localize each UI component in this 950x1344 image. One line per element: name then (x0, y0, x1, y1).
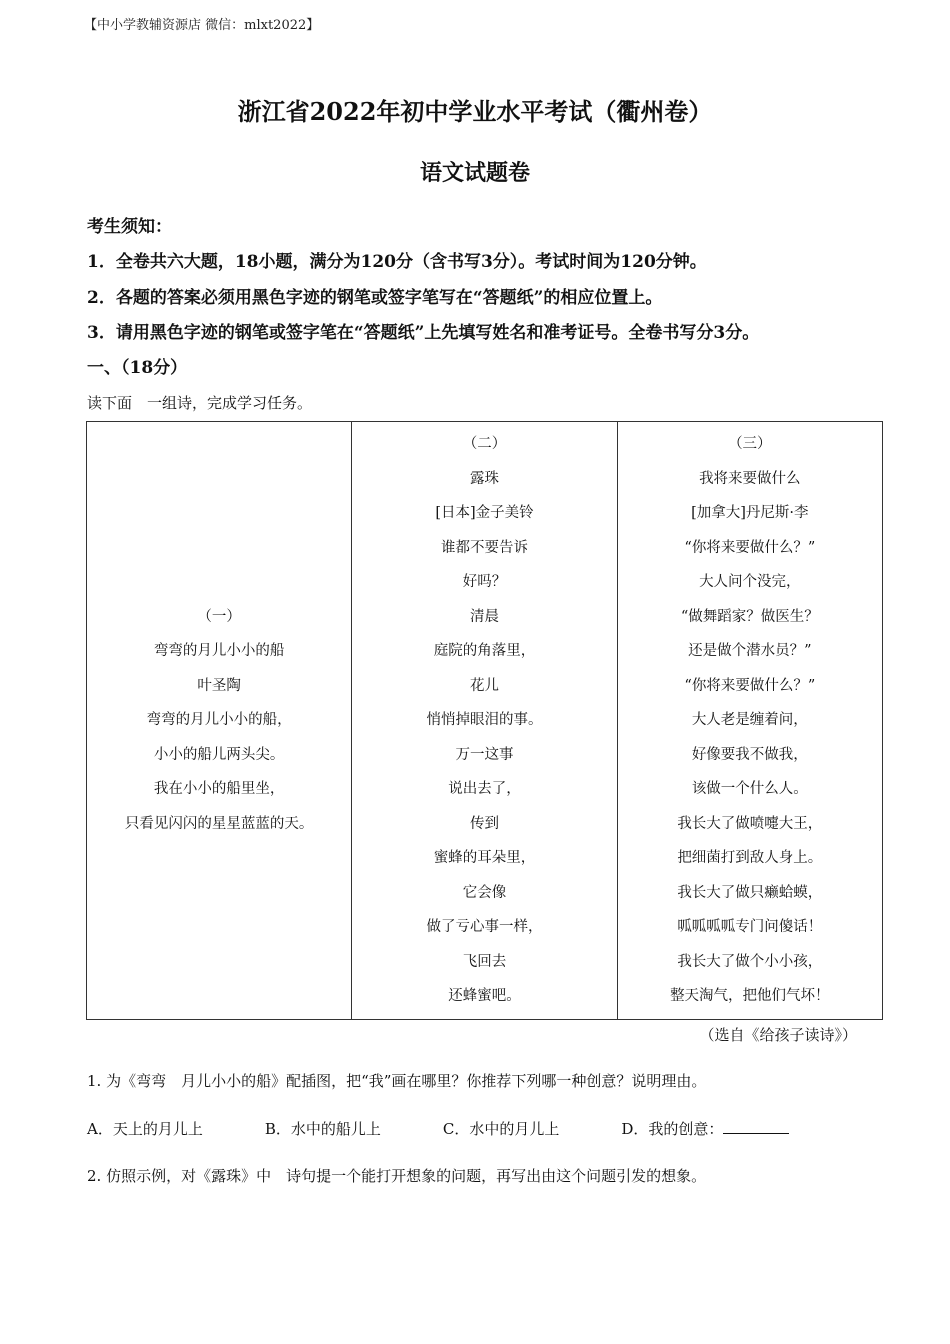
poem-line: 整天淘气，把他们气坏！ (670, 988, 830, 1005)
option-d-wrapper (621, 1118, 789, 1139)
poem-column-1 (87, 422, 352, 1019)
poem-line: 该做一个什么人。 (691, 781, 808, 798)
poem-line: 叶圣陶 (197, 677, 241, 694)
poem-line: 好吗？ (462, 574, 507, 591)
poem-line: 花儿 (469, 677, 499, 694)
poem-line: 谁都不要告诉 (440, 539, 528, 556)
poem-line: 只看见闪闪的星星蓝蓝的天。 (124, 815, 314, 832)
poem-table (86, 421, 883, 1020)
poem-line: 大人问个没完， (699, 574, 801, 591)
poem-line: “你将来要做什么？” (684, 677, 816, 694)
answer-options (87, 1118, 851, 1139)
poem-line: 飞回去 (462, 953, 507, 970)
poem-line: 做了亏心事一样， (426, 919, 543, 936)
notice-item: 1．全卷共六大题，18小题，满分为120分（含书写3分）。考试时间为120分钟。 (87, 252, 707, 272)
poem-line: 还蜂蜜吧。 (448, 988, 521, 1005)
poem-line: （二） (462, 436, 507, 453)
notice-heading: 考生须知： (87, 217, 172, 237)
poem-line: 我将来要做什么 (699, 470, 801, 487)
option-b: B．水中的船儿上 (264, 1120, 381, 1138)
poem-line: 小小的船儿两头尖。 (153, 746, 285, 763)
question-1: 1. 为《弯弯 月儿小小的船》配插图，把“我”画在哪里？你推荐下列哪一种创意？说明理由。 (87, 1072, 707, 1090)
poem-line: 万一这事 (455, 746, 514, 763)
poem-column-2 (352, 422, 617, 1019)
poem-line: 呱呱呱呱专门问傻话！ (677, 919, 823, 936)
poem-line: 好像要我不做我， (691, 746, 808, 763)
poem-line: 蜜蜂的耳朵里， (433, 850, 536, 867)
poem-source: （选自《给孩子读诗》） (699, 1026, 857, 1044)
poem-line: 说出去了， (448, 781, 521, 798)
poem-line: 弯弯的月儿小小的船 (153, 643, 285, 660)
poem-column-3 (618, 422, 882, 1019)
poem-line: “做舞蹈家？做医生？ (680, 608, 819, 625)
poem-line: 我长大了做喷嚏大王， (677, 815, 823, 832)
poem-line: 大人老是缠着问， (691, 712, 808, 729)
section-heading: 一、（18分） (87, 358, 188, 378)
poem-line: [日本]金子美铃 (435, 505, 534, 522)
poem-line: （一） (197, 608, 241, 625)
poem-line: （三） (728, 436, 772, 453)
notice-item: 2．各题的答案必须用黑色字迹的钢笔或签字笔写在“答题纸”的相应位置上。 (87, 288, 663, 308)
reading-instruction: 读下面 一组诗，完成学习任务。 (87, 394, 313, 412)
poem-line: 把细菌打到敌人身上。 (677, 850, 823, 867)
poem-line: 我在小小的船里坐， (153, 781, 285, 798)
option-c: C．水中的月儿上 (442, 1120, 560, 1138)
exam-title: 浙江省2022年初中学业水平考试（衢州卷） (237, 97, 713, 126)
poem-line: 弯弯的月儿小小的船， (146, 712, 292, 729)
poem-line: 还是做个潜水员？” (688, 643, 812, 660)
option-a: A．天上的月儿上 (87, 1120, 203, 1138)
poem-line: 庭院的角落里， (433, 643, 536, 660)
notice-item: 3．请用黑色字迹的钢笔或签字笔在“答题纸”上先填写姓名和准考证号。全卷书写分3分。 (87, 323, 760, 343)
answer-blank (723, 1119, 789, 1134)
poem-line: 传到 (469, 815, 499, 832)
poem-line: 露珠 (469, 470, 499, 487)
poem-line: 清晨 (469, 608, 499, 625)
poem-line: 它会像 (462, 884, 507, 901)
poem-line: 悄悄掉眼泪的事。 (426, 712, 543, 729)
question-2: 2. 仿照示例，对《露珠》中 诗句提一个能打开想象的问题，再写出由这个问题引发的想象。 (87, 1167, 707, 1185)
poem-line: 我长大了做只癞蛤蟆， (677, 884, 823, 901)
option-d: D．我的创意： (621, 1120, 724, 1138)
poem-line: 我长大了做个小小孩， (677, 953, 823, 970)
poem-line: “你将来要做什么？” (684, 539, 816, 556)
watermark: 【中小学教辅资源店 微信：mlxt2022】 (84, 18, 320, 33)
poem-line: [加拿大]丹尼斯·李 (691, 505, 809, 522)
exam-subtitle: 语文试题卷 (419, 160, 530, 186)
